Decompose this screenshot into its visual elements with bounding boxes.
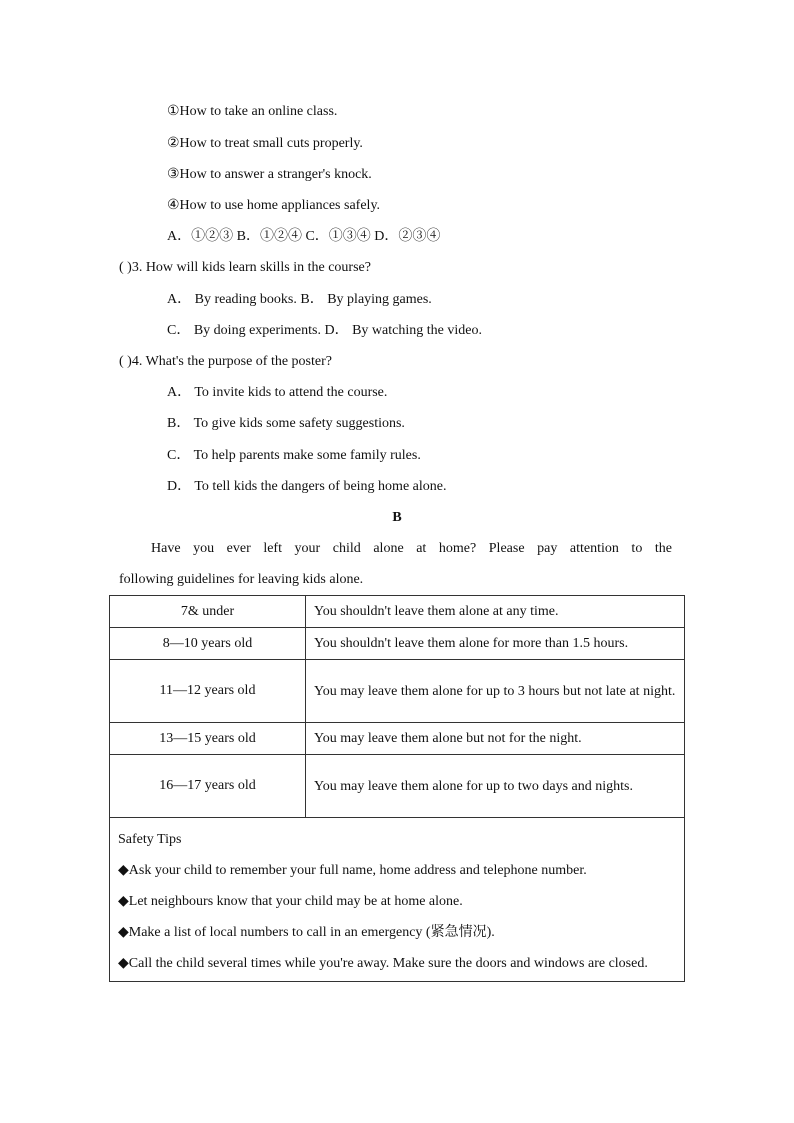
q3-options-row2: C． By doing experiments. D． By watching the video. <box>167 323 482 338</box>
safety-tip-item: ◆Let neighbours know that your child may be at home alone. <box>118 894 463 909</box>
age-cell: 8—10 years old <box>110 628 306 660</box>
q3-stem: ( )3. How will kids learn skills in the course? <box>119 260 371 275</box>
safety-tip-item: ◆Make a list of local numbers to call in an emergency (紧急情况). <box>118 925 495 940</box>
q2-option-3: ③How to answer a stranger's knock. <box>167 167 372 182</box>
rule-cell: You may leave them alone for up to two days and nights. <box>306 755 685 818</box>
q2-choices: A．①②③ B．①②④ C．①③④ D．②③④ <box>167 229 441 244</box>
guidelines-table <box>109 595 685 982</box>
rule-cell: You shouldn't leave them alone at any time. <box>306 596 685 628</box>
section-b-intro-line1: Have you ever left your child alone at home? Please pay attention to the <box>151 541 672 556</box>
q2-option-2: ②How to treat small cuts properly. <box>167 136 363 151</box>
q3-options-row1: A． By reading books. B． By playing games. <box>167 292 432 307</box>
q4-option-b: B． To give kids some safety suggestions. <box>167 416 405 431</box>
table-row <box>110 723 685 755</box>
safety-tip-item: ◆Call the child several times while you're away. Make sure the doors and windows are closed. <box>118 956 648 971</box>
q4-option-c: C． To help parents make some family rules. <box>167 448 421 463</box>
safety-tip-item: ◆Ask your child to remember your full name, home address and telephone number. <box>118 863 587 878</box>
section-b-title: B <box>392 510 402 525</box>
table-row <box>110 628 685 660</box>
age-cell: 16—17 years old <box>110 755 306 818</box>
q2-option-1: ①How to take an online class. <box>167 104 338 119</box>
rule-cell: You shouldn't leave them alone for more than 1.5 hours. <box>306 628 685 660</box>
age-cell: 7& under <box>110 596 306 628</box>
age-cell: 13—15 years old <box>110 723 306 755</box>
section-b-intro-line2: following guidelines for leaving kids alone. <box>119 572 364 587</box>
q4-option-a: A． To invite kids to attend the course. <box>167 385 388 400</box>
table-row <box>110 755 685 818</box>
q2-option-4: ④How to use home appliances safely. <box>167 198 381 213</box>
safety-tips-heading: Safety Tips <box>118 832 182 847</box>
safety-tips-cell <box>110 818 685 982</box>
q4-option-d: D． To tell kids the dangers of being home alone. <box>167 479 447 494</box>
q4-stem: ( )4. What's the purpose of the poster? <box>119 354 332 369</box>
table-row <box>110 596 685 628</box>
table-row <box>110 660 685 723</box>
rule-cell: You may leave them alone for up to 3 hours but not late at night. <box>306 660 685 723</box>
rule-cell: You may leave them alone but not for the night. <box>306 723 685 755</box>
safety-tips-row <box>110 818 685 982</box>
age-cell: 11—12 years old <box>110 660 306 723</box>
